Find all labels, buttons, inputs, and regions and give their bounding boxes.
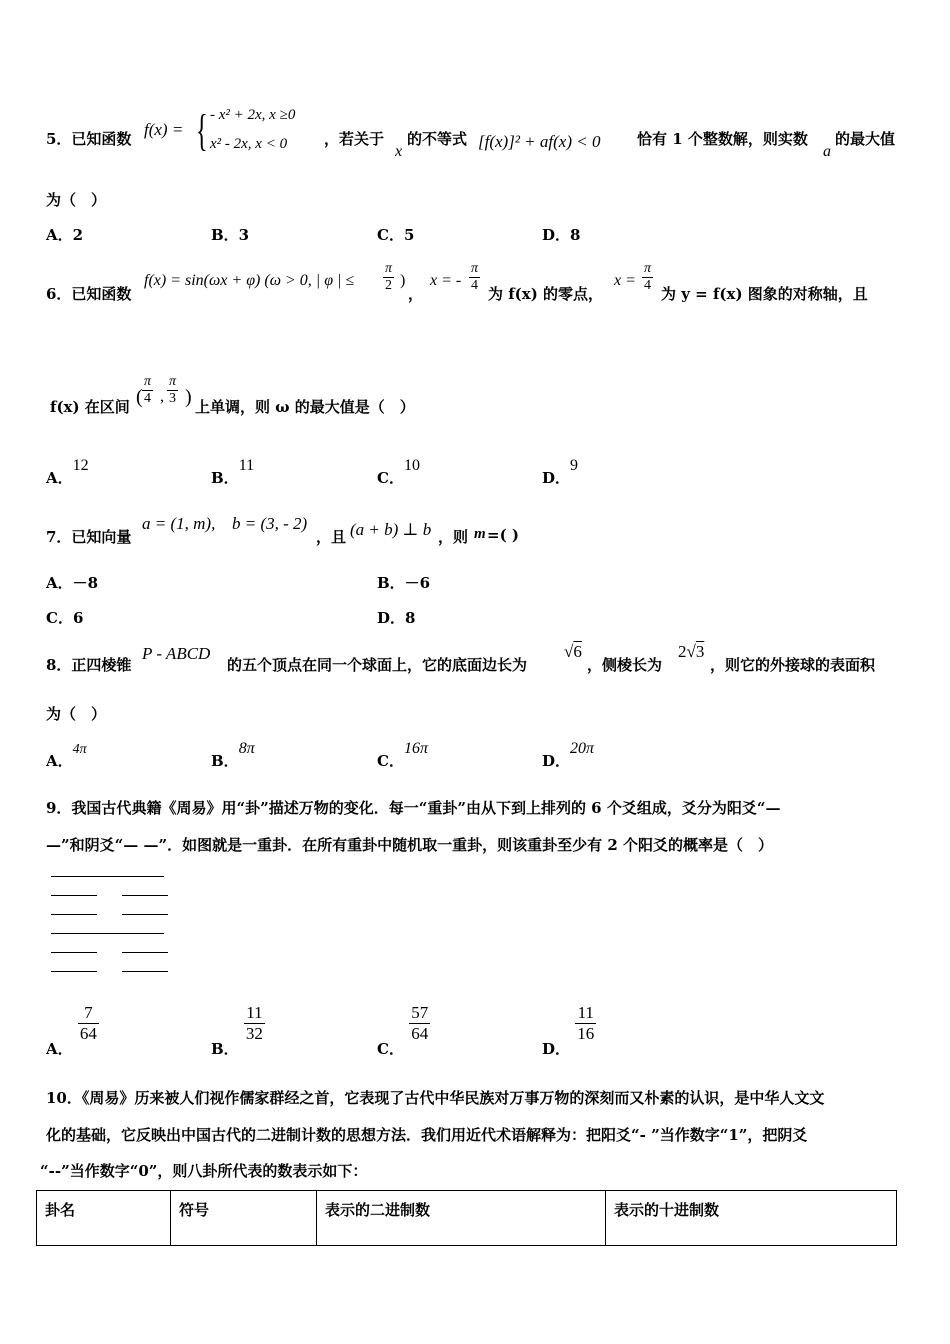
q8-option-d-value: 20π: [570, 740, 595, 757]
yin-line-segment: [51, 895, 97, 896]
q6-interval-right: $\frac{\pi}{3}$: [169, 374, 177, 406]
q6-option-d-value: 9: [570, 457, 579, 474]
q8-mid3: ，则它的外接球的表面积: [710, 656, 876, 674]
yin-line-segment: [51, 914, 97, 915]
q7-option-a: A．－8: [46, 574, 99, 592]
q5-option-c: C．5: [377, 226, 415, 244]
q6-line2-post: 上单调，则 ω 的最大值是（ ）: [195, 398, 415, 416]
yin-line-segment: [51, 971, 97, 972]
q8-mid1: 的五个顶点在同一个球面上，它的底面边长为: [227, 656, 528, 674]
q8-option-b: B．8π: [211, 740, 255, 770]
q5-case1: - x² + 2x, x ≥0: [210, 107, 296, 123]
q6-option-d: D．9: [542, 457, 579, 487]
q10-line1: 10．《周易》历来被人们视作儒家群经之首，它表现了古代中华民族对万事万物的深刻而又朴素的认识，是中华人文文: [46, 1089, 825, 1107]
q10-line3: “--”当作数字“0”，则八卦所代表的数表示如下：: [40, 1162, 368, 1180]
q7-option-b: B．－6: [377, 574, 431, 592]
yin-line-segment: [122, 971, 168, 972]
q5-prefix: 5．已知函数: [46, 130, 132, 148]
q6-option-b: B．11: [211, 457, 255, 487]
q7-m-var: m: [474, 526, 486, 542]
q8-prefix: 8．正四棱锥: [46, 656, 132, 674]
q6-pi-over-4: $\frac{\pi}{4}$: [471, 261, 479, 293]
q5-option-b: B．3: [211, 226, 250, 244]
q7-vec-a: a = (1, m),: [142, 514, 216, 533]
q8-option-a: A．4π: [46, 742, 87, 770]
q9-option-b: B． $\frac{11}{32}$: [211, 1003, 263, 1058]
q7-prefix: 7．已知向量: [46, 528, 132, 546]
q5-case2: x² - 2x, x < 0: [210, 136, 288, 152]
q5-mid1: ，若关于: [324, 130, 385, 148]
q6-axis-text: 为 y = f(x) 图象的对称轴，且: [661, 285, 868, 303]
q7-perp: (a + b) ⊥ b: [350, 520, 432, 539]
q7-eq: =( ): [487, 526, 519, 544]
q9-option-a-fraction: $\frac{7}{64}$: [79, 1003, 97, 1043]
q6-close: ): [400, 272, 406, 289]
q7-suffix: ，则: [438, 528, 469, 546]
yin-line-segment: [122, 895, 168, 896]
q6-zero-text: 为 f(x) 的零点，: [488, 285, 604, 303]
q6-option-b-value: 11: [238, 457, 255, 474]
header-binary: 表示的二进制数: [317, 1191, 606, 1246]
q6-interval-open: (: [136, 386, 143, 408]
q9-option-d: D． $\frac{11}{16}$: [542, 1003, 595, 1058]
q9-option-b-fraction: $\frac{11}{32}$: [245, 1003, 263, 1043]
q8-option-c-value: 16π: [403, 740, 428, 757]
q9-option-d-fraction: $\frac{11}{16}$: [577, 1003, 595, 1043]
q8-option-c: C．16π: [377, 740, 428, 770]
q10-line2: 化的基础，它反映出中国古代的二进制计数的思想方法．我们用近代术语解释为：把阳爻“- ”当作数字“1”，把阴爻: [46, 1126, 808, 1144]
q5-mid4: 的最大值: [835, 130, 896, 148]
q5-mid2: 的不等式: [407, 130, 468, 148]
header-name: 卦名: [37, 1191, 171, 1246]
q9-line1: 9．我国古代典籍《周易》用“卦”描述万物的变化．每一“重卦”由从下到上排列的 6 个爻组成，爻分为阳爻“—: [46, 799, 781, 817]
q5-mid3: 恰有 1 个整数解，则实数: [637, 130, 808, 148]
q8-sqrt6: √6: [564, 642, 582, 661]
hexagram-figure: [51, 876, 164, 976]
q8-line2: 为（ ）: [46, 705, 107, 723]
q8-side: 2√3: [678, 642, 705, 661]
q6-option-c-value: 10: [403, 457, 420, 474]
q7-mid: ，且: [316, 528, 347, 546]
q5-brace: {: [196, 106, 208, 155]
q9-option-a: A． $\frac{7}{64}$: [46, 1003, 97, 1058]
q8-option-a-value: 4π: [72, 742, 87, 757]
q6-pi-over-2: $\frac{\pi}{2}$: [385, 261, 393, 293]
q5-line2: 为（ ）: [46, 191, 107, 209]
q7-option-d: D．8: [377, 609, 416, 627]
q8-option-b-value: 8π: [238, 740, 255, 757]
q5-var-a: a: [823, 143, 831, 160]
q6-line2-pre: f(x) 在区间: [50, 398, 130, 416]
bagua-table: [36, 1190, 897, 1246]
q9-option-c-fraction: $\frac{57}{64}$: [411, 1003, 429, 1043]
header-decimal: 表示的十进制数: [606, 1191, 897, 1246]
q7-vec-b: b = (3, - 2): [232, 514, 308, 533]
q9-option-c: C． $\frac{57}{64}$: [377, 1003, 429, 1058]
yang-line: [51, 933, 164, 934]
yin-line-segment: [122, 914, 168, 915]
q6-interval-close: ): [185, 386, 192, 408]
q8-pyramid: P - ABCD: [142, 644, 211, 663]
q5-ineq: [f(x)]² + af(x) < 0: [478, 132, 601, 151]
yang-line: [51, 876, 164, 877]
q6-prefix: 6．已知函数: [46, 285, 132, 303]
yin-line-segment: [122, 952, 168, 953]
q9-line2: —”和阴爻“— —”．如图就是一重卦．在所有重卦中随机取一重卦，则该重卦至少有 2 个阳爻的概率是（ ）: [46, 836, 773, 854]
q5-option-d: D．8: [542, 226, 581, 244]
q5-line1: [46, 106, 916, 165]
q6-xeq: x = -: [430, 272, 462, 289]
q6-option-c: C．10: [377, 457, 420, 487]
q6-option-a: A．12: [46, 457, 89, 487]
q8-option-d: D．20π: [542, 740, 595, 770]
q7-option-c: C．6: [46, 609, 84, 627]
q6-comma1: ，: [408, 285, 424, 303]
q8-mid2: ，侧棱长为: [587, 656, 663, 674]
q5-var-x: x: [395, 143, 403, 160]
q6-func: f(x) = sin(ωx + φ) (ω > 0, | φ | ≤: [144, 272, 355, 289]
q6-interval-left: $\frac{\pi}{4}$: [144, 374, 152, 406]
q5-fx: f(x) =: [144, 120, 184, 139]
q6-xeq2: x =: [614, 272, 636, 289]
q5-option-a: A．2: [46, 226, 84, 244]
header-symbol: 符号: [171, 1191, 317, 1246]
yin-line-segment: [51, 952, 97, 953]
q6-pi-over-4b: $\frac{\pi}{4}$: [644, 261, 652, 293]
table-header-row: [37, 1191, 897, 1246]
q6-interval-sep: ,: [160, 388, 164, 405]
q6-option-a-value: 12: [72, 457, 89, 474]
